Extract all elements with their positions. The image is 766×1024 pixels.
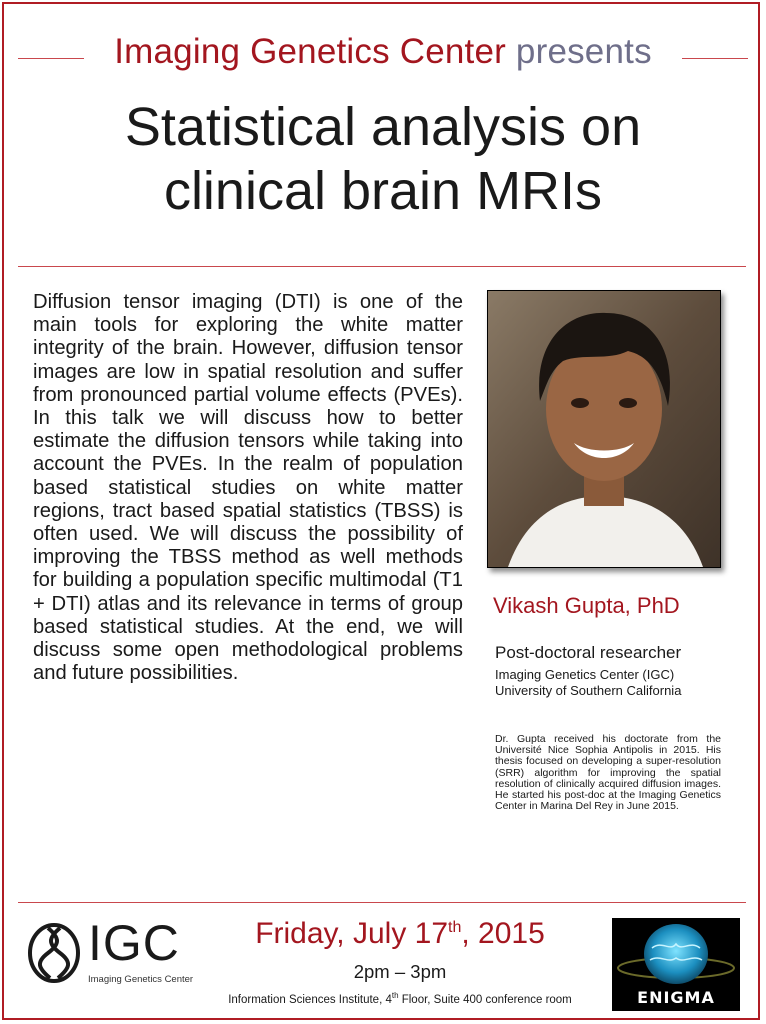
affiliation-line-1: Imaging Genetics Center (IGC) xyxy=(495,667,675,682)
organization-name: Imaging Genetics Center xyxy=(114,32,506,71)
venue-ordinal: th xyxy=(391,991,399,1000)
igc-logo xyxy=(26,915,236,988)
speaker-portrait-illustration xyxy=(488,291,720,567)
speaker-photo xyxy=(487,290,721,568)
talk-title xyxy=(0,95,766,223)
venue-rest: Floor, Suite 400 conference room xyxy=(398,993,572,1006)
speaker-name: Vikash Gupta, PhD xyxy=(493,593,680,618)
speaker-bio: Dr. Gupta received his doctorate from the Université Nice Sophia Antipolis in 2015. His thesis focused on developing a super-resolution (SRR) algorithm for improving the spatial resolution of clinically acquired diffusion images. He started his post-doc at the Imaging Genetics Center in Marina Del Rey in June 2015. xyxy=(495,733,721,813)
venue-prefix: Information Sciences Institute, 4 xyxy=(228,993,392,1006)
footer-divider xyxy=(18,902,746,903)
date-ordinal: th xyxy=(448,919,462,936)
event-time: 2pm – 3pm xyxy=(353,961,447,982)
igc-logo-subtitle: Imaging Genetics Center xyxy=(88,974,194,985)
talk-abstract: Diffusion tensor imaging (DTI) is one of the main tools for exploring the white matter integrity of the brain. However, diffusion tensor images are low in spatial resolution and suffer from pronounced partial volume effects (PVEs). In this talk we will discuss how to better estimate the diffusion tensors while taking into account the PVEs. In the realm of population based statistical studies on white matter regions, tract based spatial statistics (TBSS) is often used. We will discuss the possibility of improving the TBSS method as well methods for building a population specific multimodal (T1 + DTI) atlas and its relevance in terms of group based statistical studies. At the end, we will discuss some open methodological problems and future possibilities. xyxy=(33,291,463,685)
igc-logo-text: IGC xyxy=(88,915,180,971)
title-line-1: Statistical analysis on xyxy=(124,97,642,157)
title-line-2: clinical brain MRIs xyxy=(163,161,603,221)
dna-helix-icon xyxy=(26,922,82,984)
affiliation-line-2: University of Southern California xyxy=(495,683,682,698)
presents-word: presents xyxy=(515,32,652,71)
enigma-logo xyxy=(612,918,740,1011)
enigma-logo-text: ENIGMA xyxy=(637,988,715,1007)
presenter-line xyxy=(0,32,766,72)
event-date xyxy=(240,917,560,951)
event-venue xyxy=(190,991,610,1006)
date-prefix: Friday, July 17 xyxy=(255,917,449,950)
date-year: , 2015 xyxy=(461,917,545,950)
speaker-affiliation xyxy=(495,667,681,699)
title-divider xyxy=(18,266,746,267)
speaker-role: Post-doctoral researcher xyxy=(495,643,682,662)
